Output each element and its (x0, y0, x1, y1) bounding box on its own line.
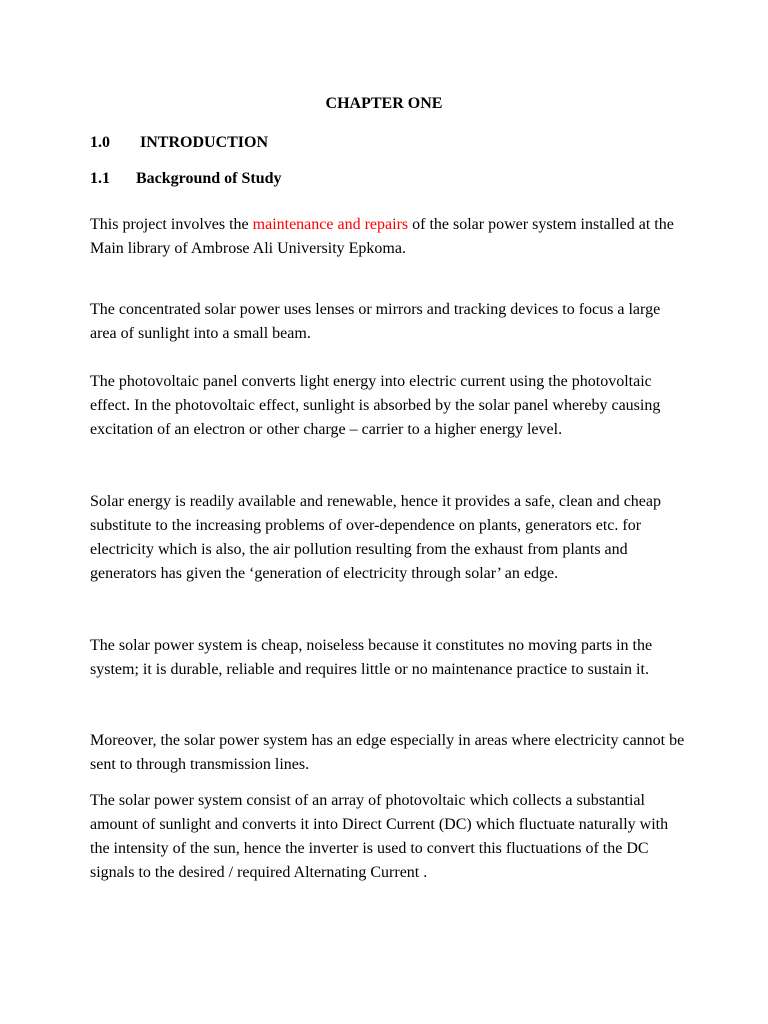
paragraph-system-advantages: The solar power system is cheap, noiseless because it constitutes no moving parts in the system; it is durable, reliable and requires little or no maintenance practice to sustain it. (90, 637, 653, 678)
paragraph-text: This project involves the (90, 216, 253, 233)
paragraph-concentrated-solar: The concentrated solar power uses lenses or mirrors and tracking devices to focus a large area of sunlight into a small beam. (90, 301, 661, 342)
section-heading-background (90, 169, 282, 189)
paragraph-text: of the solar power system installed at the Main library of Ambrose Ali University Epkoma. (90, 216, 674, 257)
paragraph-project-scope (90, 213, 690, 261)
paragraph-edge-remote-areas: Moreover, the solar power system has an edge especially in areas where electricity cannot be sent to through transmission lines. (90, 732, 685, 773)
section-title: Background of Study (136, 170, 282, 187)
paragraph-solar-energy-benefits: Solar energy is readily available and renewable, hence it provides a safe, clean and cheap substitute to the increasing problems of over-dependence on plants, generators etc. for electricity which is also, the air pollution resulting from the exhaust from plants and generators has given the ‘generation of electricity through solar’ an edge. (90, 493, 661, 582)
section-number: 1.0 (90, 134, 110, 151)
section-number: 1.1 (90, 170, 110, 187)
paragraph-photovoltaic-panel: The photovoltaic panel converts light energy into electric current using the photovoltaic effect. In the photovoltaic effect, sunlight is absorbed by the solar panel whereby causing excitation of an electron or other charge – carrier to a higher energy level. (90, 373, 661, 438)
section-heading-introduction (90, 133, 268, 153)
section-title: INTRODUCTION (140, 134, 269, 151)
chapter-title: CHAPTER ONE (325, 95, 443, 112)
highlighted-phrase: maintenance and repairs (252, 216, 409, 233)
paragraph-system-components: The solar power system consist of an array of photovoltaic which collects a substantial amount of sunlight and converts it into Direct Current (DC) which fluctuate naturally with the intensity of the sun, hence the inverter is used to convert this fluctuations of the DC signals to the desired / required Alternating Current . (90, 792, 669, 881)
